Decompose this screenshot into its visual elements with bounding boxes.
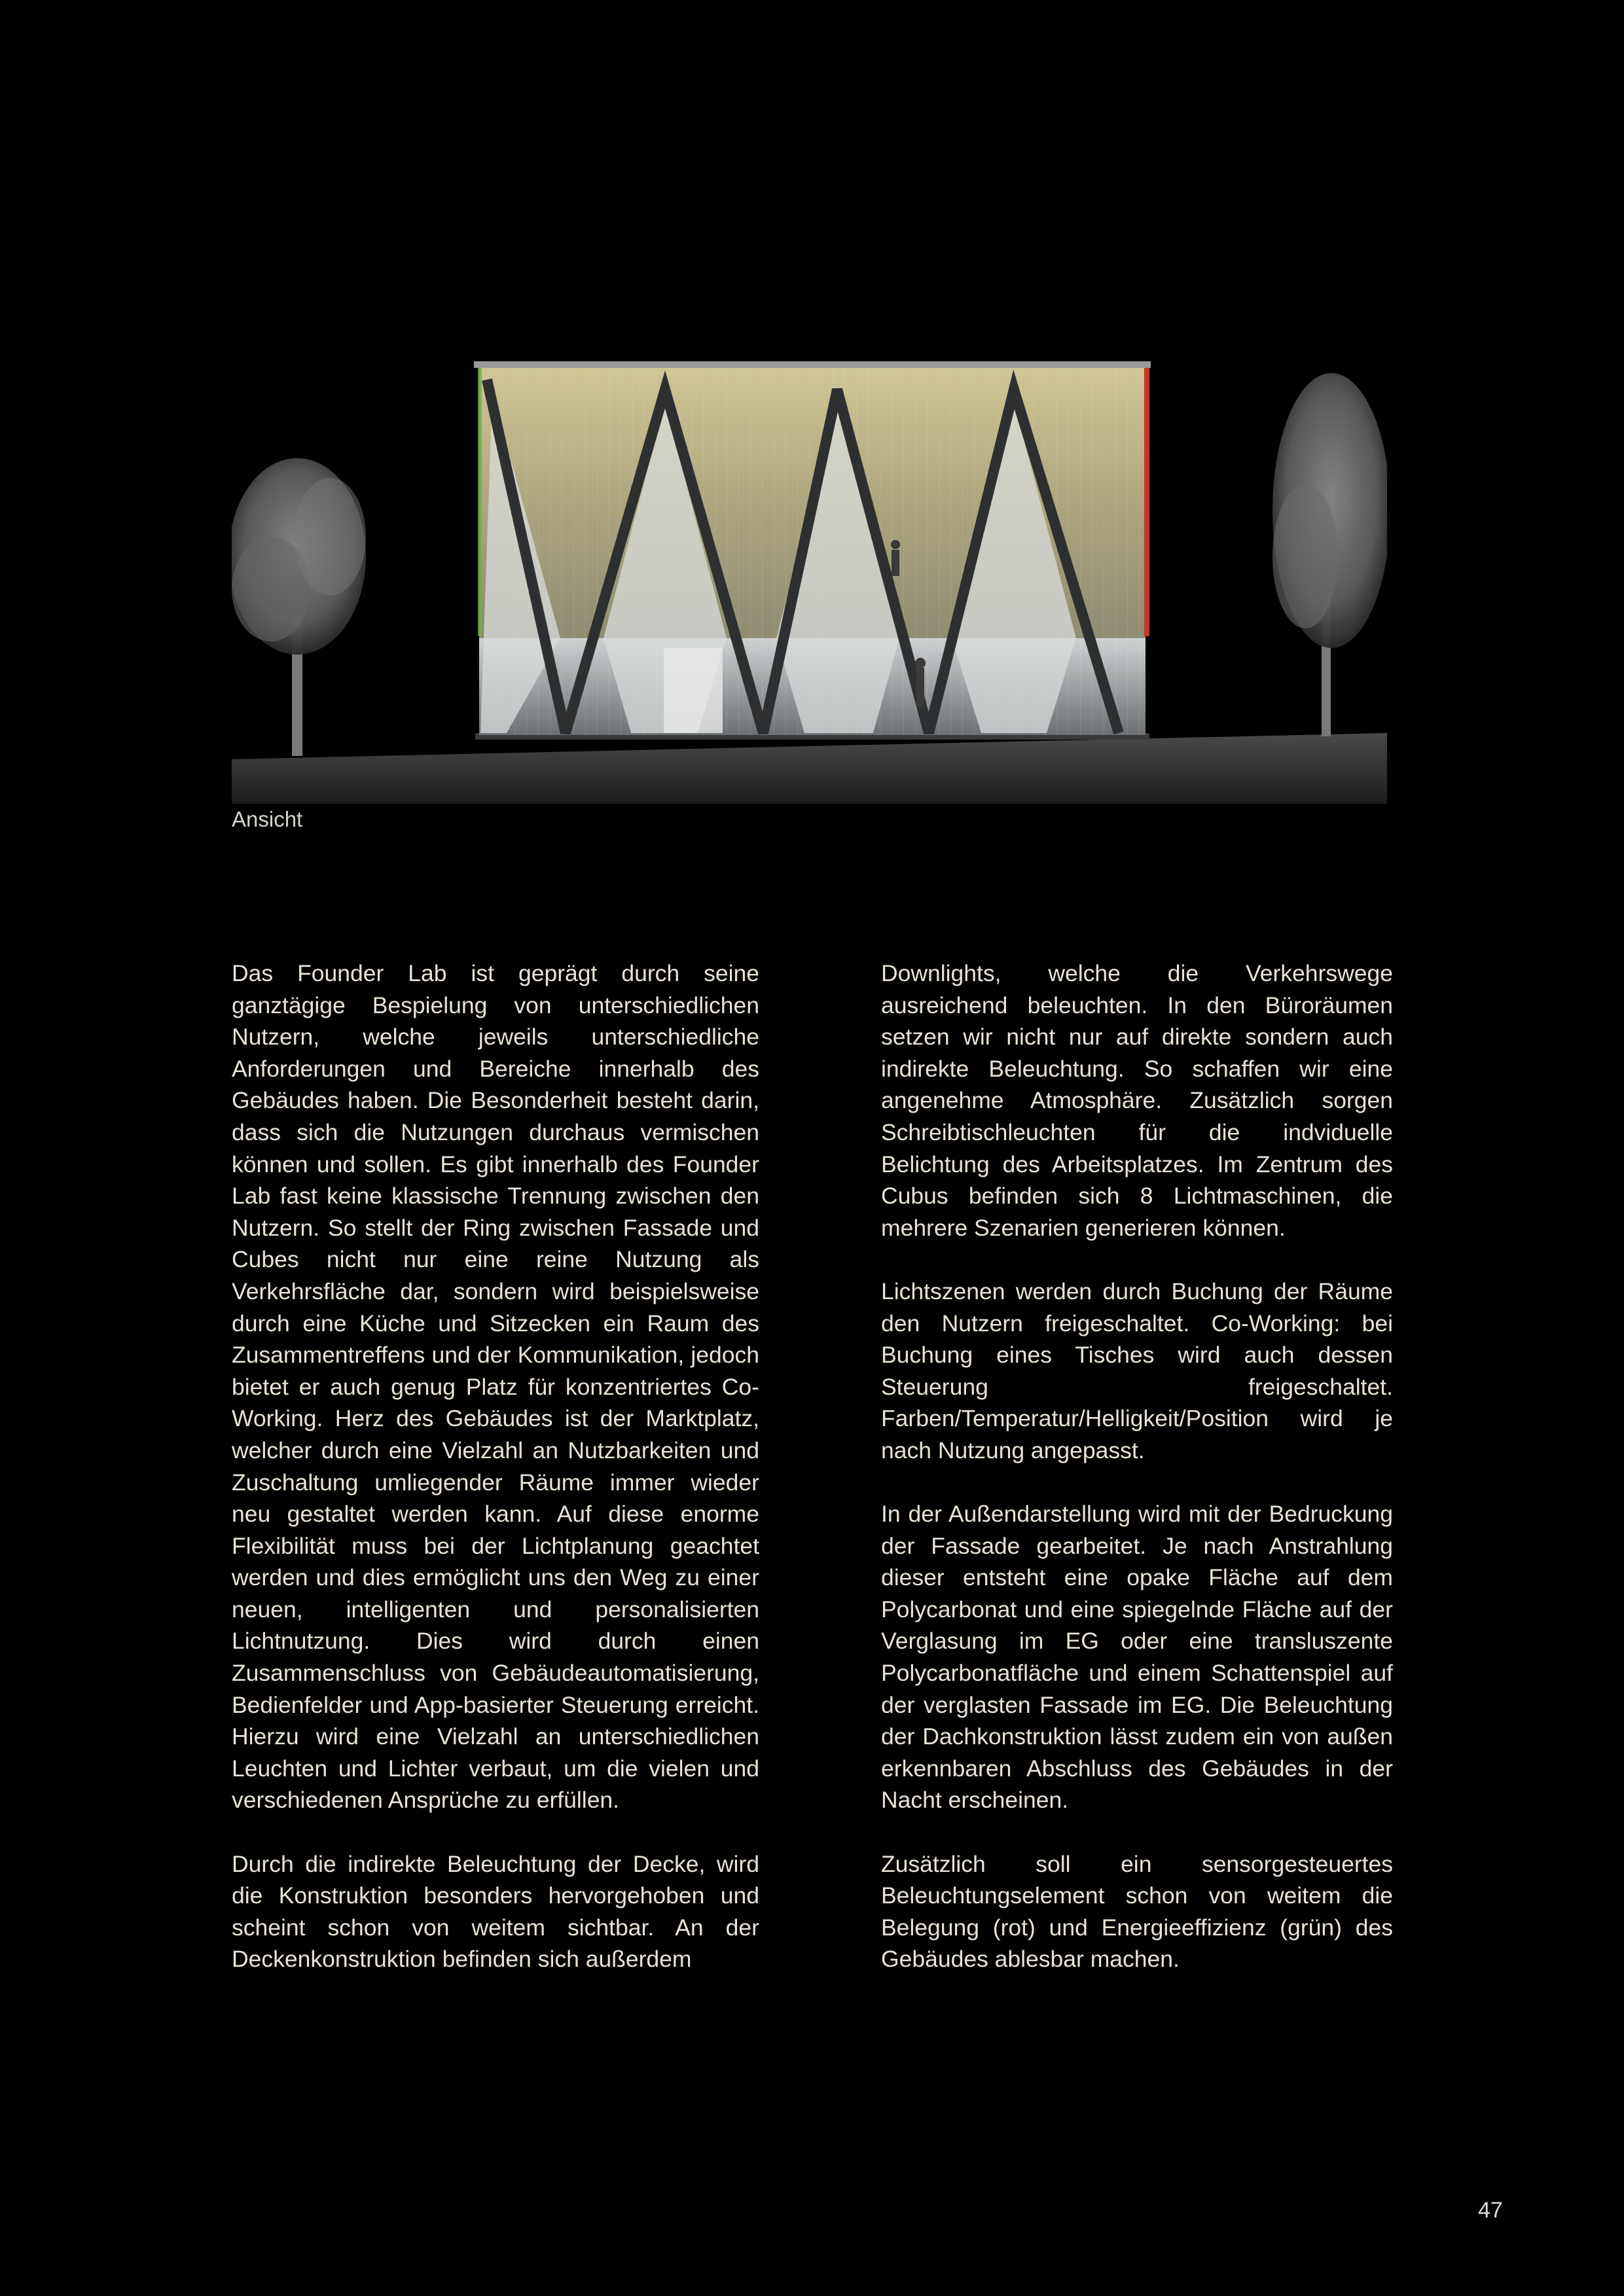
- body-paragraph: Downlights, welche die Verkehrswege ausreichend beleuchten. In den Büroräumen setzen wir nicht nur auf direkte sondern auch indirekte Beleuchtung. So schaffen wir eine angenehme Atmosphäre. Zusätzlich sorgen Schreibtischleuchten für die indviduelle Belichtung des Arbeitsplatzes. Im Zentrum des Cubus befinden sich 8 Lichtmaschinen, die mehrere Szenarien generieren können.: [881, 960, 1393, 1241]
- text-column-left: [232, 958, 759, 2007]
- text-column-right: [881, 958, 1393, 2007]
- building-elevation-illustration: [232, 340, 1387, 804]
- body-paragraph: Das Founder Lab ist geprägt durch seine ganztägige Bespielung von unterschiedlichen Nutzern, welche jeweils unterschiedliche Anforderungen und Bereiche innerhalb des Gebäudes haben. Die Besonderheit besteht darin, dass sich die Nutzungen durchaus vermischen können und sollen. Es gibt innerhalb des Founder Lab fast keine klassische Trennung zwischen den Nutzern. So stellt der Ring zwischen Fassade und Cubes nicht nur eine reine Nutzung als Verkehrsfläche dar, sondern wird beispielsweise durch eine Küche und Sitzecken ein Raum des Zusammentreffens und der Kommunikation, jedoch bietet er auch genug Platz für konzentriertes Co-Working. Herz des Gebäudes ist der Marktplatz, welcher durch eine Vielzahl an Nutzbarkeiten und Zuschaltung umliegender Räume immer wieder neu gestaltet werden kann. Auf diese enorme Flexibilität muss bei der Lichtplanung geachtet werden und dies ermöglicht uns den Weg zu einer neuen, intelligenten und personalisierten Lichtnutzung. Dies wird durch einen Zusammenschluss von Gebäudeautomatisierung, Bedienfelder und App-basierter Steuerung erreicht. Hierzu wird eine Vielzahl an unterschiedlichen Leuchten und Lichter verbaut, um die vielen und verschiedenen Ansprüche zu erfüllen.: [232, 960, 759, 1814]
- entrance: [664, 648, 723, 733]
- body-paragraph: Lichtszenen werden durch Buchung der Räume den Nutzern freigeschaltet. Co-Working: bei Buchung eines Tisches wird auch dessen Steuerung freigeschaltet. Farben/Temperatur/Helligkeit/Position wird je nach Nutzung angepasst.: [881, 1278, 1393, 1463]
- efficiency-indicator-strip: [478, 368, 482, 636]
- body-paragraph: Zusätzlich soll ein sensorgesteuertes Beleuchtungselement schon von weitem die Belegung (rot) und Energieeffizienz (grün) des Gebäudes ablesbar machen.: [881, 1850, 1393, 1973]
- tree-left: [232, 458, 366, 756]
- elevation-figure: [232, 340, 1387, 804]
- occupancy-indicator-strip: [1144, 368, 1149, 636]
- page-number: 47: [1478, 2198, 1503, 2223]
- body-paragraph: Durch die indirekte Beleuchtung der Decke, wird die Konstruktion besonders hervorgehoben und scheint schon von weitem sichtbar. An der Deckenkonstruktion befinden sich außerdem: [232, 1850, 759, 1973]
- roof-edge: [474, 361, 1151, 368]
- body-paragraph: In der Außendarstellung wird mit der Bedruckung der Fassade gearbeitet. Je nach Anstrahlung dieser entsteht eine opake Fläche auf dem Polycarbonat und eine spiegelnde Fläche auf der Verglasung im EG oder eine transluszente Polycarbonatfläche und einem Schattenspiel auf der verglasten Fassade im EG. Die Beleuchtung der Dachkonstruktion lässt zudem ein von außen erkennbaren Abschluss des Gebäudes in der Nacht erscheinen.: [881, 1501, 1393, 1814]
- tree-right: [1272, 373, 1387, 736]
- ground: [232, 733, 1387, 804]
- figure-caption: Ansicht: [232, 807, 303, 831]
